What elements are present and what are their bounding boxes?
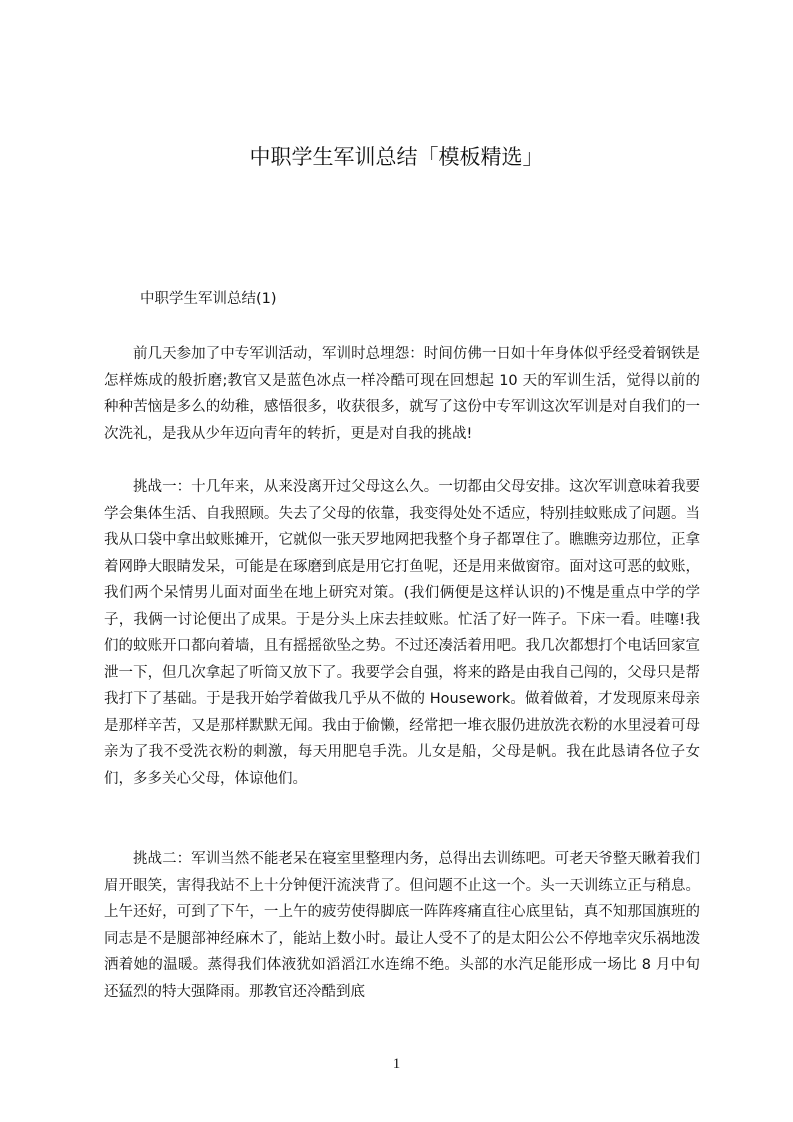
- paragraph-challenge-two: 挑战二：军训当然不能老呆在寝室里整理内务，总得出去训练吧。可老天爷整天瞅着我们眉开眼笑，害得我站不上十分钟便汗流浃背了。但问题不止这一个。头一天训练立正与稍息。上午还好，可到了下午，一上午的疲劳使得脚底一阵阵疼痛直往心底里钻，真不知那国旗班的同志是不是腿部神经麻木了，能站上数小时。最让人受不了的是太阳公公不停地幸灾乐祸地泼洒着她的温暖。蒸得我们体液犹如滔滔江水连绵不绝。头部的水汽足能形成一场比 8 月中旬还猛烈的特大强降雨。那教官还冷酷到底: [104, 851, 700, 1000]
- page-number: 1: [392, 1056, 401, 1072]
- paragraph-intro: 前几天参加了中专军训活动，军训时总埋怨：时间仿佛一日如十年身体似乎经受着钢铁是怎样炼成的般折磨;教官又是蓝色冰点一样冷酷可现在回想起 10 天的军训生活，觉得以前的种种苦恼是多么的幼稚，感悟很多，收获很多，就写了这份中专军训这次军训是对自我们的一次洗礼，是我从少年迈向青年的转折，更是对自我的挑战!: [104, 346, 700, 442]
- paragraph-challenge-one: 挑战一：十几年来，从来没离开过父母这么久。一切都由父母安排。这次军训意味着我要学会集体生活、自我照顾。失去了父母的依靠，我变得处处不适应，特别挂蚊账成了问题。当我从口袋中拿出蚊账摊开，它就似一张天罗地网把我整个身子都罩住了。瞧瞧旁边那位，正拿着网睁大眼睛发呆，可能是在琢磨到底是用它打鱼呢，还是用来做窗帘。面对这可恶的蚊账，我们两个呆情男儿面对面坐在地上研究对策。(我们俩便是这样认识的)不愧是重点中学的学子，我俩一讨论便出了成果。于是分头上床去挂蚊账。忙活了好一阵子。下床一看。哇噻!我们的蚊账开口都向着墙，且有摇摇欲坠之势。不过还凑活着用吧。我几次都想打个电话回家宣泄一下，但几次拿起了听筒又放下了。我要学会自强，将来的路是由我自己闯的，父母只是帮我打下了基础。于是我开始学着做我几乎从不做的 Housework。做着做着，才发现原来母亲是那样辛苦，又是那样默默无闻。我由于偷懒，经常把一堆衣服仍进放洗衣粉的水里浸着可母亲为了我不受洗衣粉的刺激，每天用肥皂手洗。儿女是船，父母是帆。我在此恳请各位子女们，多多关心父母，体谅他们。: [104, 479, 700, 787]
- document-title: 中职学生军训总结「模板精选」: [249, 145, 544, 169]
- section-heading: 中职学生军训总结(1): [140, 291, 277, 307]
